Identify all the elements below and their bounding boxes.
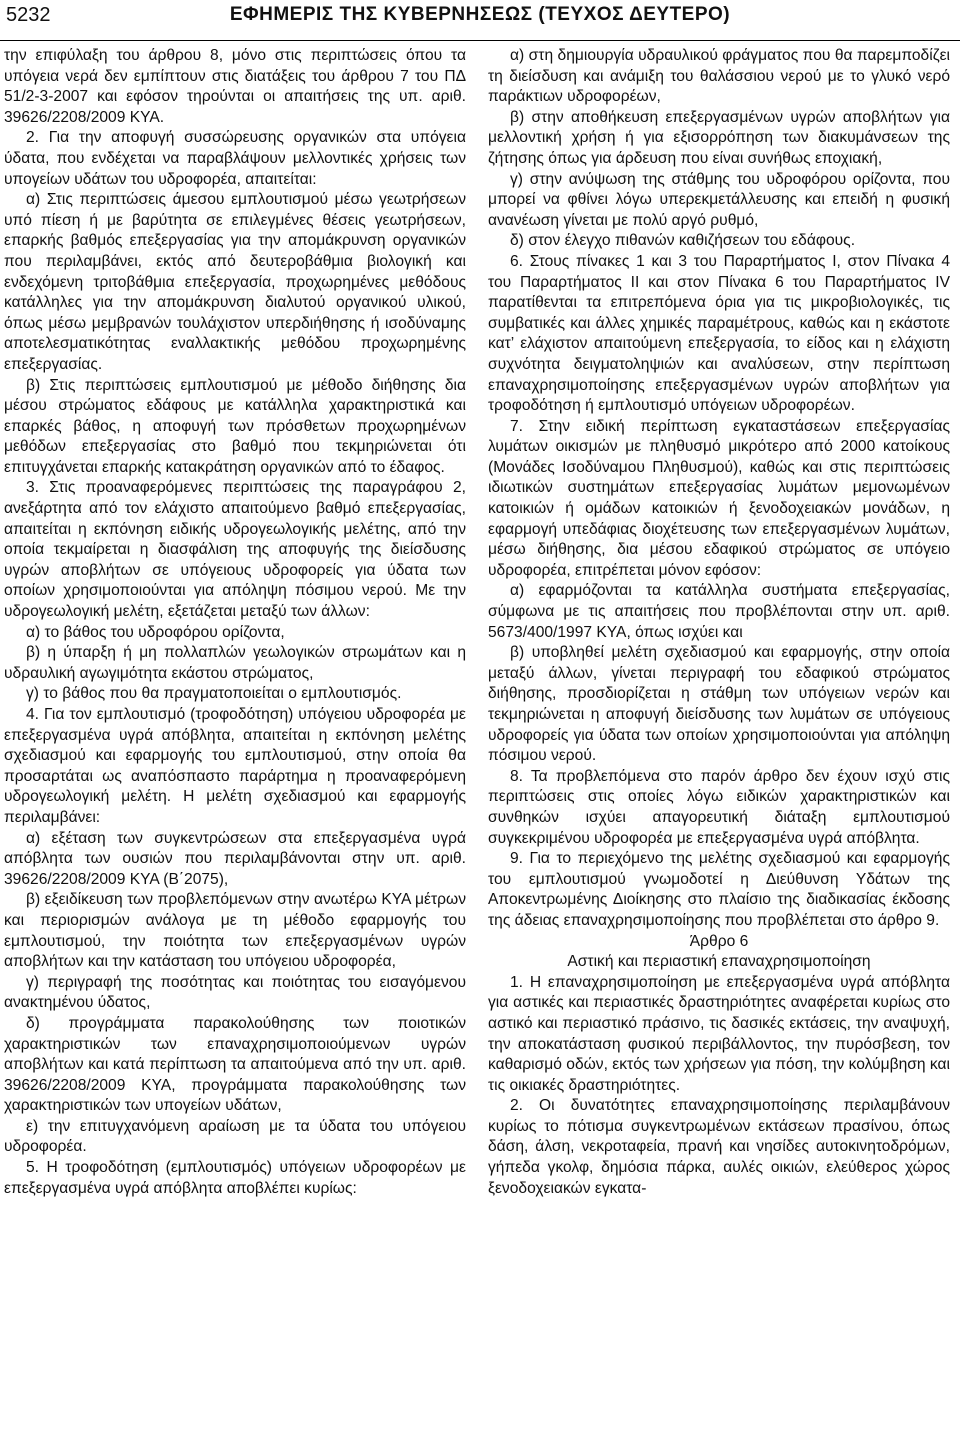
paragraph: 2. Οι δυνατότητες επαναχρησιμοποίησης περιλαμβάνουν κυρίως το πότισμα συγκεντρωμένων εκτάσεων πρασίνου, όπως δάση, άλση, νεκροταφεία, πρανή και νησίδες αυτοκινητοδρόμων, γήπεδα γκολφ, δημόσια πάρκα, αυλές οικιών, ελεύθερος χώρος ξενοδοχειακών εγκατα-	[488, 1097, 950, 1197]
paragraph: β) υποβληθεί μελέτη σχεδιασμού και εφαρμογής, στην οποία μεταξύ άλλων, γίνεται περιγραφή του εδαφικού στρώματος διήθησης, προσδιορίζεται η στάθμη των υπόγειων νερών και τεκμηριώνεται η αποφυγή διείσδυσης των λυμάτων σε υπόγειους υδροφορείς για ύδατα των οποίων χρησιμοποιούνται για απόληψη πόσιμου νερού.	[488, 644, 950, 765]
paragraph: α) το βάθος του υδροφόρου ορίζοντα,	[26, 623, 285, 641]
paragraph: 9. Για το περιεχόμενο της μελέτης σχεδιασμού και εφαρμογής του εμπλουτισμού γνωμοδοτεί η Διεύθυνση Υδάτων της Αποκεντρωμένης Διοίκησης στο πλαίσιο της διαδικασίας έκδοσης της άδειας επαναχρησιμοποίησης που προβλέπεται στο άρθρο 9.	[488, 850, 950, 929]
paragraph: 1. Η επαναχρησιμοποίηση με επεξεργασμένα υγρά απόβλητα για αστικές και περιαστικές δραστηριότητες αναφέρεται κυρίως στο αστικό και περιαστικό πράσινο, τις δασικές εκτάσεις, την αναψυχή, την αποκατάσταση φυσικού περιβάλλοντος, την πυρόσβεση, τον καθαρισμό οδών, εκτός των χρήσεων για πόση, την κολύμβηση και τις οικιακές δραστηριότητες.	[488, 973, 950, 1094]
paragraph: β) Στις περιπτώσεις εμπλουτισμού με μέθοδο διήθησης δια μέσου στρώματος εδάφους με κατάλληλα χαρακτηριστικά και επαρκές βάθος, η αποφυγή των πρόσθετων προχωρημένων μεθόδων επεξεργασίας στο βαθμό που τεκμηριώνεται ότι επιτυγχάνεται επαρκής κατακράτηση οργανικών από το έδαφος.	[4, 376, 466, 476]
paragraph: 3. Στις προαναφερόμενες περιπτώσεις της παραγράφου 2, ανεξάρτητα από τον ελάχιστο απαιτούμενο βαθμό επεξεργασίας, απαιτείται η εκπόνηση ειδικής υδρογεωλογικής μελέτης, από την οποία τεκμαίρεται η διασφάλιση της αποφυγής της διείσδυσης υγρών αποβλήτων σε υπόγειους υδροφορείς για ύδατα των οποίων χρησιμοποιούνται για απόληψη πόσιμου νερού. Με την υδρογεωλογική μελέτη, εξετάζεται μεταξύ των άλλων:	[4, 479, 466, 621]
paragraph: α) εξέταση των συγκεντρώσεων στα επεξεργασμένα υγρά απόβλητα των ουσιών που περιλαμβάνονται στην υπ. αριθ. 39626/2208/2009 ΚΥΑ (Β΄2075),	[4, 829, 466, 888]
article-title: Άρθρο 6	[689, 932, 749, 950]
right-column	[488, 46, 950, 1199]
paragraph: 7. Στην ειδική περίπτωση εγκαταστάσεων επεξεργασίας λυμάτων οικισμών με πληθυσμό μικρότερο από 2000 κατοίκους (Μονάδες Ισοδύναμου Πληθυσμού), καθώς και στις περιπτώσεις ιδιωτικών συστημάτων επεξεργασίας λυμάτων μεμονωμένων κατοικιών ή ομάδων κατοικιών ή ξενοδοχειακών μονάδων, η εφαρμογή υπεδάφιας διοχέτευσης των επεξεργασμένων λυμάτων, μέσω διήθησης, δια μέσου εδαφικού στρώματος σε υπόγειο υδροφορέα, επιτρέπεται μόνον εφόσον:	[488, 417, 950, 579]
paragraph: γ) περιγραφή της ποσότητας και ποιότητας του εισαγόμενου ανακτημένου ύδατος,	[4, 973, 466, 1012]
paragraph: β) στην αποθήκευση επεξεργασμένων υγρών αποβλήτων για μελλοντική χρήση ή για εξισορρόπηση των διακυμάνσεων της ζήτησης όπως για άρδευση που είναι συνήθως εποχιακή,	[488, 108, 950, 167]
paragraph: α) Στις περιπτώσεις άμεσου εμπλουτισμού μέσω γεωτρήσεων υπό πίεση ή με βαρύτητα σε επιλεγμένες θέσεις γεωτρήσεων, επαρκής βαθμός επεξεργασίας για την απομάκρυνση οργανικών που περιλαμβάνει, εκτός από δευτεροβάθμια βιολογική και ενδεχόμενη τριτοβάθμια επεξεργασία, προχωρημένες μεθόδους κατάλληλες για την απομάκρυνση διαλυτού οργανικού υλικού, όπως μέσω μεμβρανών τουλάχιστον υπερδιήθησης ή ισοδύναμης αποτελεσματικότητας εναλλακτικής μεθόδου προχωρημένης επεξεργασίας.	[4, 191, 466, 373]
paragraph: γ) στην ανύψωση της στάθμης του υδροφόρου ορίζοντα, που μπορεί να φθίνει λόγω υπερεκμετάλλευσης και επειδή η φυσική ανανέωση γίνεται με πολύ αργό ρυθμό,	[488, 170, 950, 229]
paragraph: δ) προγράμματα παρακολούθησης των ποιοτικών χαρακτηριστικών των επαναχρησιμοποιούμενων υγρών αποβλήτων και κατά περίπτωση τα απαιτούμενα από την υπ. αριθ. 39626/2208/2009 ΚΥΑ, προγράμματα παρακολούθησης των χαρακτηριστικών των υπογείων υδάτων,	[4, 1014, 466, 1115]
gazette-title: ΕΦΗΜΕΡΙΣ ΤΗΣ ΚΥΒΕΡΝΗΣΕΩΣ (ΤΕΥΧΟΣ ΔΕΥΤΕΡΟ)	[229, 4, 731, 25]
paragraph: την επιφύλαξη του άρθρου 8, μόνο στις περιπτώσεις όπου τα υπόγεια νερά δεν εμπίπτουν στις διατάξεις του άρθρου 7 του ΠΔ 51/2-3-2007 και εφόσον τηρούνται οι απαιτήσεις της υπ. αριθ. 39626/2208/2009 ΚΥΑ.	[4, 47, 466, 126]
paragraph: γ) το βάθος που θα πραγματοποιείται ο εμπλουτισμός.	[26, 685, 402, 703]
left-column	[4, 46, 466, 1199]
paragraph: 4. Για τον εμπλουτισμό (τροφοδότηση) υπόγειου υδροφορέα με επεξεργασμένα υγρά απόβλητα, απαιτείται η εκπόνηση μελέτης σχεδιασμού και εφαρμογής του εμπλουτισμού, στην οποία θα προσαρτάται ως αναπόσπαστο παράρτημα η προαναφερόμενη υδρογεωλογική μελέτη. Η μελέτη σχεδιασμού και εφαρμογής περιλαμβάνει:	[4, 706, 466, 826]
article-subtitle: Αστική και περιαστική επαναχρησιμοποίηση	[567, 953, 871, 971]
paragraph: 8. Τα προβλεπόμενα στο παρόν άρθρο δεν έχουν ισχύ στις περιπτώσεις στις οποίες λόγω ειδικών χαρακτηριστικών και συνθηκών ισχύει απαγορευτική διάταξη εμπλουτισμού συγκεκριμένου υδροφορέα με επεξεργασμένα υγρά απόβλητα.	[488, 767, 950, 847]
page-header	[0, 0, 960, 41]
paragraph: δ) στον έλεγχο πιθανών καθιζήσεων του εδάφους.	[510, 232, 856, 250]
paragraph: ε) την επιτυγχανόμενη αραίωση με τα ύδατα του υπόγειου υδροφορέα.	[4, 1117, 466, 1156]
paragraph: 2. Για την αποφυγή συσσώρευσης οργανικών στα υπόγεια ύδατα, που ενδέχεται να παραβλάψουν μελλοντικές χρήσεις των υπογείων υδάτων του υδροφορέα, απαιτείται:	[4, 129, 466, 188]
page-number: 5232	[6, 4, 51, 26]
paragraph: α) στη δημιουργία υδραυλικού φράγματος που θα παρεμποδίζει τη διείσδυση και ανάμιξη του θαλάσσιου νερού με το γλυκό νερό παράκτιων υδροφορέων,	[488, 47, 950, 106]
paragraph: α) εφαρμόζονται τα κατάλληλα συστήματα επεξεργασίας, σύμφωνα με τις απαιτήσεις που προβλέπονται στην υπ. αριθ. 5673/400/1997 ΚΥΑ, όπως ισχύει και	[488, 582, 950, 641]
paragraph: β) εξειδίκευση των προβλεπόμενων στην ανωτέρω ΚΥΑ μέτρων και περιορισμών ανάλογα με τη μέθοδο εφαρμογής του εμπλουτισμού, την ποιότητα των επεξεργασμένων υγρών αποβλήτων και την κατάσταση του υπόγειου υδροφορέα,	[4, 891, 466, 971]
paragraph: 6. Στους πίνακες 1 και 3 του Παραρτήματος Ι, στον Πίνακα 4 του Παραρτήματος ΙΙ και στον Πίνακα 6 του Παραρτήματος IV παρατίθενται τα επιτρεπόμενα όρια για τις μικροβιολογικές, τις συμβατικές και άλλες χημικές παραμέτρους, καθώς και η εκάστοτε κατ’ ελάχιστον απαιτούμενη επεξεργασία, το είδος και η ελάχιστη συχνότητα δειγματοληψιών και αναλύσεων, στην περίπτωση επαναχρησιμοποίησης επεξεργασμένων υγρών αποβλήτων για τροφοδότηση ή εμπλουτισμό υπόγειων υδροφορέων.	[488, 252, 950, 415]
paragraph: 5. Η τροφοδότηση (εμπλουτισμός) υπόγειων υδροφορέων με επεξεργασμένα υγρά απόβλητα αποβλέπει κυρίως:	[4, 1159, 466, 1197]
paragraph: β) η ύπαρξη ή μη πολλαπλών γεωλογικών στρωμάτων και η υδραυλική αγωγιμότητα εκάστου στρώματος,	[4, 644, 466, 682]
